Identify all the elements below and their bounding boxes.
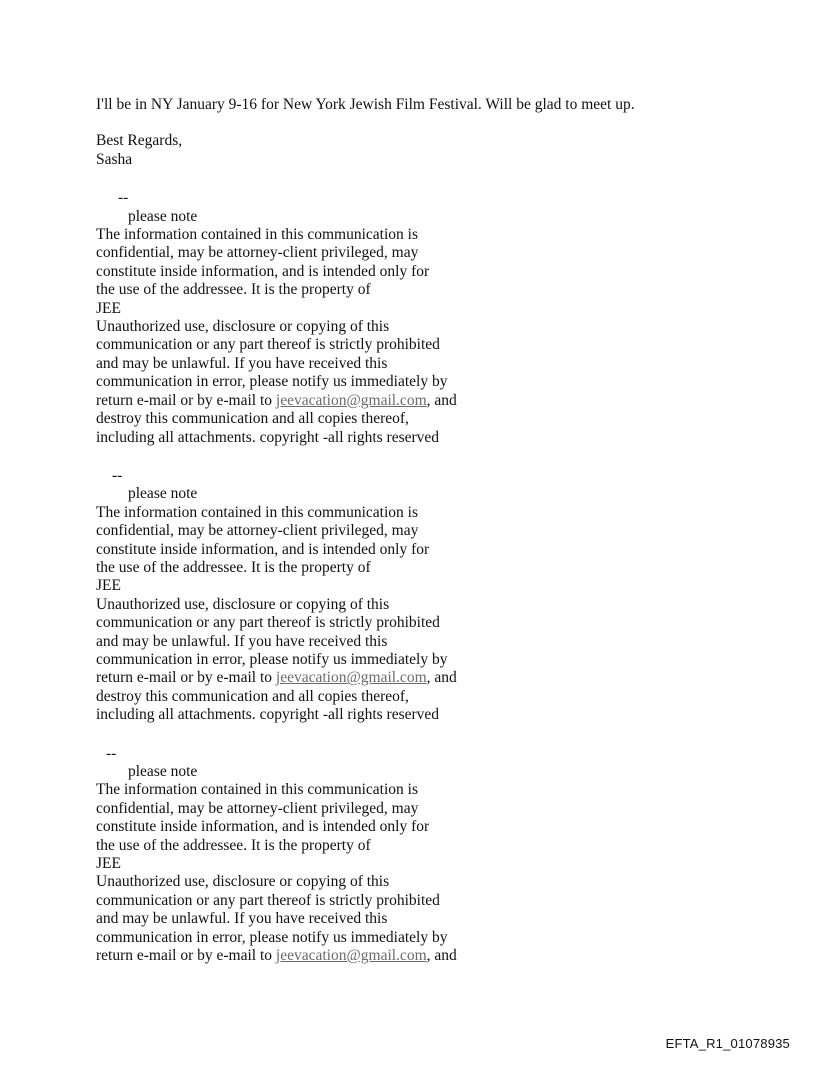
disclaimer-line: communication in error, please notify us immediately by	[96, 928, 448, 946]
disclaimer-line: including all attachments. copyright -all rights reserved	[96, 428, 440, 446]
signature-separator: --	[106, 744, 117, 762]
disclaimer-line: constitute inside information, and is intended only for	[96, 262, 430, 280]
email-link[interactable]: jeevacation@gmail.com	[275, 947, 427, 965]
signature-separator: --	[112, 466, 123, 484]
disclaimer-line: destroy this communication and all copies thereof,	[96, 687, 409, 705]
disclaimer-line: confidential, may be attorney-client privileged, may	[96, 799, 419, 817]
disclaimer-line: Unauthorized use, disclosure or copying of this	[96, 873, 390, 891]
email-prefix: return e-mail or by e-mail to	[96, 391, 276, 409]
disclaimer-email-line	[96, 669, 756, 687]
disclaimer-line: constitute inside information, and is intended only for	[96, 540, 430, 558]
disclaimer-line: The information contained in this communication is	[96, 503, 418, 521]
disclaimer-block-1	[96, 189, 756, 447]
disclaimer-line: JEE	[96, 299, 121, 317]
disclaimer-line: The information contained in this communication is	[96, 226, 418, 244]
disclaimer-line: confidential, may be attorney-client privileged, may	[96, 522, 419, 540]
disclaimer-line: The information contained in this communication is	[96, 781, 418, 799]
disclaimer-line: communication or any part thereof is strictly prohibited	[96, 336, 440, 354]
disclaimer-line: the use of the addressee. It is the property of	[96, 281, 371, 299]
disclaimer-line: destroy this communication and all copies thereof,	[96, 410, 409, 428]
email-suffix: , and	[426, 947, 457, 965]
disclaimer-line: communication or any part thereof is strictly prohibited	[96, 614, 440, 632]
disclaimer-line: Unauthorized use, disclosure or copying of this	[96, 318, 390, 336]
disclaimer-line: communication in error, please notify us immediately by	[96, 373, 448, 391]
disclaimer-line: the use of the addressee. It is the property of	[96, 836, 371, 854]
email-page	[96, 96, 756, 965]
disclaimer-line: confidential, may be attorney-client privileged, may	[96, 244, 419, 262]
closing: Best Regards,	[96, 132, 183, 150]
email-prefix: return e-mail or by e-mail to	[96, 947, 276, 965]
disclaimer-line: JEE	[96, 577, 121, 595]
disclaimer-email-line	[96, 947, 756, 965]
disclaimer-line: and may be unlawful. If you have received this	[96, 632, 388, 650]
document-id: EFTA_R1_01078935	[665, 1036, 790, 1051]
disclaimer-line: communication in error, please notify us immediately by	[96, 650, 448, 668]
disclaimer-line: the use of the addressee. It is the property of	[96, 558, 371, 576]
disclaimer-line: and may be unlawful. If you have received this	[96, 354, 388, 372]
message-body: I'll be in NY January 9-16 for New York Jewish Film Festival. Will be glad to meet up.	[96, 96, 635, 113]
signoff	[96, 132, 756, 169]
signature-separator: --	[118, 189, 129, 207]
disclaimer-line: Unauthorized use, disclosure or copying of this	[96, 595, 390, 613]
email-link[interactable]: jeevacation@gmail.com	[275, 669, 427, 687]
disclaimer-heading: please note	[128, 207, 198, 225]
disclaimer-block-3	[96, 745, 756, 966]
email-prefix: return e-mail or by e-mail to	[96, 669, 276, 687]
disclaimer-email-line	[96, 392, 756, 410]
sender-name: Sasha	[96, 150, 133, 168]
email-suffix: , and	[426, 391, 457, 409]
disclaimer-line: communication or any part thereof is strictly prohibited	[96, 891, 440, 909]
disclaimer-heading: please note	[128, 485, 198, 503]
disclaimer-heading: please note	[128, 763, 198, 780]
disclaimer-line: constitute inside information, and is intended only for	[96, 818, 430, 836]
disclaimer-block-2	[96, 467, 756, 725]
email-suffix: , and	[426, 669, 457, 687]
disclaimer-line: including all attachments. copyright -all rights reserved	[96, 706, 440, 724]
disclaimer-line: and may be unlawful. If you have received this	[96, 910, 388, 928]
disclaimer-line: JEE	[96, 855, 121, 873]
email-link[interactable]: jeevacation@gmail.com	[275, 391, 427, 409]
